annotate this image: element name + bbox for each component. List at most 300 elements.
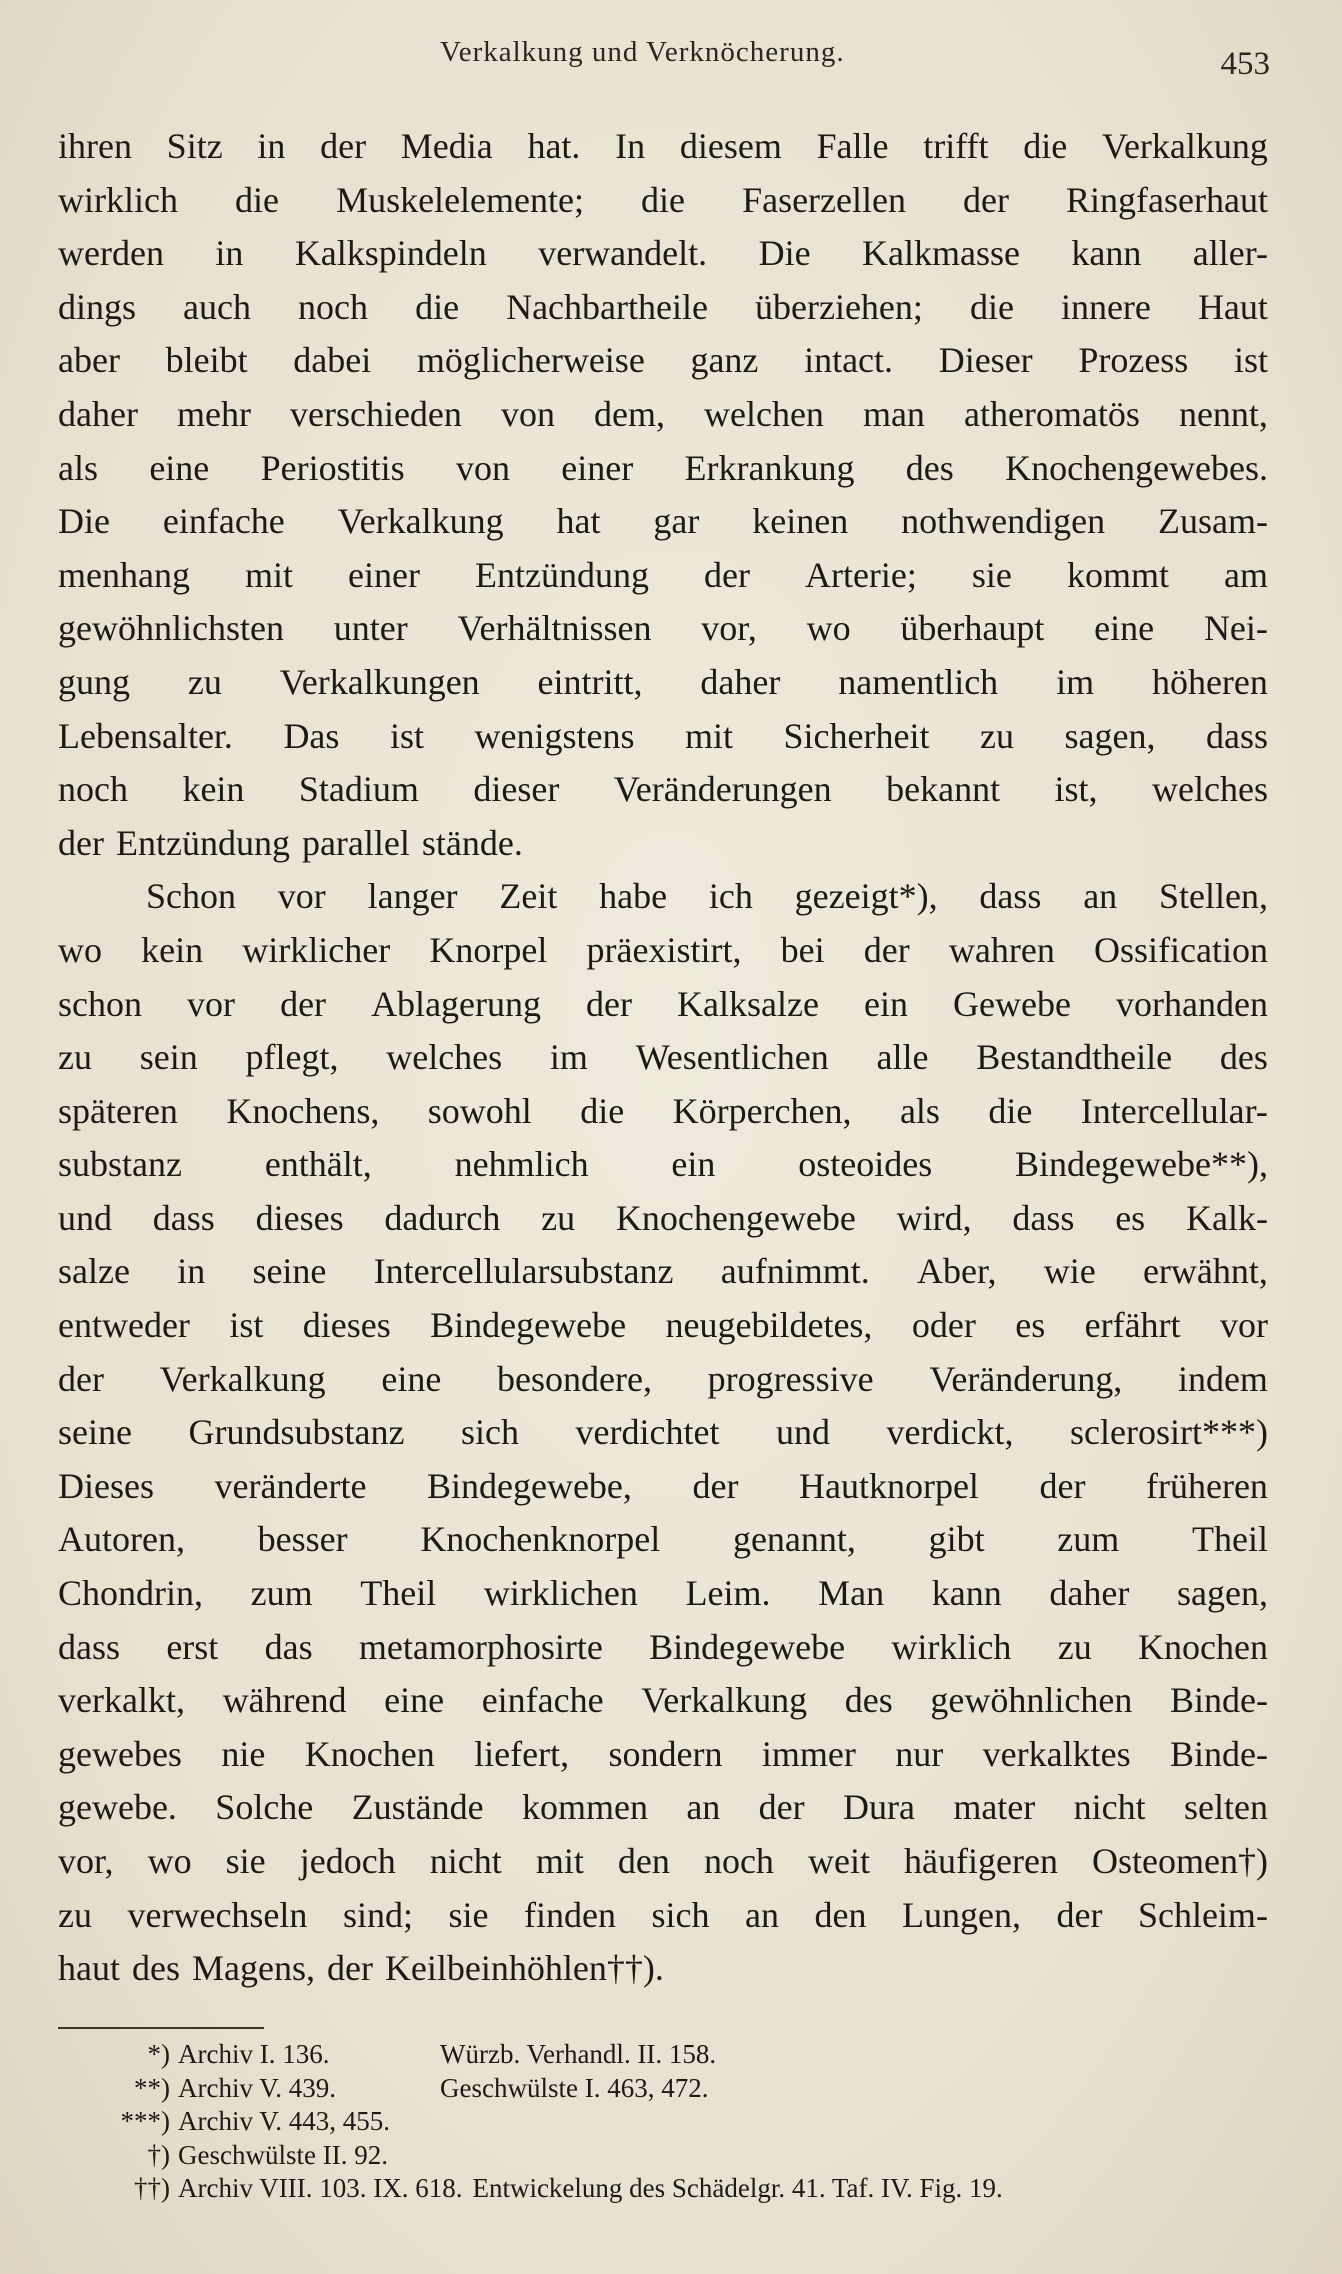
text-line xyxy=(58,1835,1268,1889)
text-line xyxy=(58,1942,1268,1996)
word: Prozess xyxy=(1078,340,1189,381)
word: der xyxy=(863,929,910,970)
word: wie xyxy=(1043,1251,1096,1292)
text-line xyxy=(58,1460,1268,1514)
word: im xyxy=(1056,661,1095,702)
word: Knorpel xyxy=(429,929,548,970)
word: dass xyxy=(58,1626,120,1667)
word: Knochen xyxy=(304,1733,435,1774)
word: Kalksalze xyxy=(677,983,819,1024)
word: Kalkmasse xyxy=(861,233,1020,274)
word: neugebildetes, xyxy=(665,1305,873,1346)
word: die xyxy=(415,286,460,327)
word: verwandelt. xyxy=(538,233,708,274)
word: Muskelelemente; xyxy=(336,179,584,220)
word: die xyxy=(641,179,686,220)
text-line xyxy=(58,227,1268,281)
body-text xyxy=(58,120,1268,1996)
word: Knochens, xyxy=(226,1090,380,1131)
word: daher xyxy=(700,661,781,702)
word: einer xyxy=(561,447,634,488)
word: sie xyxy=(448,1894,489,1935)
word: sagen, xyxy=(1176,1573,1268,1614)
footnote-mark: *) xyxy=(147,2039,170,2069)
word: das xyxy=(264,1626,313,1667)
word: nicht xyxy=(429,1841,502,1881)
word: vor xyxy=(1219,1305,1268,1346)
word: wirklich xyxy=(891,1626,1012,1667)
word: späteren xyxy=(58,1090,178,1131)
footnote xyxy=(58,2105,1268,2139)
word: es xyxy=(1115,1197,1146,1238)
footnote-text: Geschwülste I. 463, 472. xyxy=(440,2072,709,2103)
word: unter xyxy=(333,608,408,649)
word: Theil xyxy=(360,1573,437,1614)
word: sie xyxy=(225,1841,266,1881)
word: Grundsubstanz xyxy=(188,1412,405,1453)
word: den xyxy=(617,1841,670,1881)
word: namentlich xyxy=(838,661,999,702)
word: ist xyxy=(389,715,424,756)
footnote-text: Würzb. Verhandl. II. 158. xyxy=(440,2039,717,2069)
word: enthält, xyxy=(264,1144,372,1185)
word: wirklicher xyxy=(242,929,391,970)
word: Nachbartheile xyxy=(506,286,708,327)
text-line xyxy=(58,549,1268,603)
word: gewebes xyxy=(58,1733,182,1774)
word: am xyxy=(1223,554,1268,595)
word: verkalktes xyxy=(982,1733,1131,1774)
word: Hautknorpel xyxy=(798,1465,979,1506)
word: werden xyxy=(58,233,164,274)
word: dass xyxy=(1012,1197,1075,1238)
word: verdichtet xyxy=(575,1412,720,1453)
word: Man xyxy=(818,1573,885,1614)
word: Bestandtheile xyxy=(976,1037,1173,1078)
word: mit xyxy=(684,715,733,756)
word: daher xyxy=(58,393,138,434)
word: an xyxy=(686,1787,721,1828)
word: Theil xyxy=(1191,1519,1268,1560)
word: Solche xyxy=(215,1787,314,1828)
word: der xyxy=(963,179,1009,220)
word: zum xyxy=(1057,1519,1120,1560)
word: einfache xyxy=(481,1680,604,1721)
text-line xyxy=(58,1138,1268,1192)
word: eine xyxy=(381,1358,442,1399)
text-line xyxy=(58,1299,1268,1353)
word: präexistirt, xyxy=(586,929,742,970)
word: entweder xyxy=(58,1305,190,1346)
word: Stellen, xyxy=(1158,876,1268,917)
word: eine xyxy=(384,1680,445,1721)
word: finden xyxy=(523,1894,616,1935)
word: eintritt, xyxy=(537,661,643,702)
word: noch xyxy=(298,286,369,327)
word: an xyxy=(744,1894,779,1935)
word: in xyxy=(215,233,244,274)
word: Bindegewebe xyxy=(430,1305,627,1346)
word: liefert, xyxy=(474,1733,570,1774)
word: osteoides xyxy=(798,1144,933,1185)
text-line xyxy=(58,1406,1268,1460)
word: die xyxy=(580,1090,625,1131)
word: kann xyxy=(1071,233,1142,274)
word: selten xyxy=(1183,1787,1268,1828)
word: überhaupt xyxy=(900,608,1045,649)
text-line xyxy=(58,1781,1268,1835)
word: Binde- xyxy=(1170,1733,1268,1774)
footnote-mark: ***) xyxy=(120,2106,170,2136)
word: überziehen; xyxy=(755,286,923,327)
word: Chondrin, xyxy=(58,1573,204,1614)
text-line xyxy=(58,924,1268,978)
word: Media xyxy=(400,126,493,166)
word: als xyxy=(58,447,98,488)
footnote-text xyxy=(440,2139,1268,2173)
word: dass xyxy=(979,876,1042,917)
word: ist xyxy=(229,1305,264,1346)
word: im xyxy=(549,1037,588,1078)
word: wirklichen xyxy=(483,1573,638,1614)
word: ein xyxy=(864,983,908,1024)
word: dabei xyxy=(293,340,372,381)
word: Veränderungen xyxy=(613,769,832,810)
word: salze xyxy=(58,1251,130,1292)
text-line xyxy=(58,817,1268,871)
word: gung xyxy=(58,661,130,702)
word: langer xyxy=(367,876,458,917)
word: der xyxy=(326,1948,373,1989)
word: ist, xyxy=(1054,769,1098,810)
word: bei xyxy=(780,929,825,970)
word: pflegt, xyxy=(245,1037,339,1078)
word: Schleim- xyxy=(1137,1894,1268,1935)
word: zu xyxy=(58,1894,92,1935)
word: Knochengewebes. xyxy=(1005,447,1268,488)
word: Das xyxy=(283,715,340,756)
word: erwähnt, xyxy=(1142,1251,1268,1292)
word: immer xyxy=(761,1733,856,1774)
word: metamorphosirte xyxy=(358,1626,603,1667)
footnote-reference: Archiv V. 439. xyxy=(178,2072,337,2103)
word: seine xyxy=(58,1412,132,1453)
word: Dieser xyxy=(938,340,1033,381)
word: Lebensalter. xyxy=(58,715,233,756)
word: vor xyxy=(277,876,326,917)
text-line xyxy=(58,1245,1268,1299)
word: Arterie; xyxy=(804,554,917,595)
footnote xyxy=(58,2172,1268,2206)
word: menhang xyxy=(58,554,190,595)
word: Knochen xyxy=(1138,1626,1268,1667)
word: nie xyxy=(221,1733,266,1774)
word: mit xyxy=(244,554,293,595)
text-line xyxy=(58,1513,1268,1567)
word: man xyxy=(862,393,925,434)
word: die xyxy=(988,1090,1033,1131)
footnote-reference: Archiv V. 443, 455. xyxy=(178,2106,391,2136)
word: veränderte xyxy=(214,1465,367,1506)
word: Bindegewebe xyxy=(649,1626,846,1667)
word: substanz xyxy=(58,1144,182,1185)
word: sind; xyxy=(342,1894,413,1935)
word: verdickt, xyxy=(886,1412,1014,1453)
word: innere xyxy=(1060,286,1151,327)
word: Intercellular- xyxy=(1080,1090,1268,1131)
word: besondere, xyxy=(497,1358,652,1399)
word: die xyxy=(235,179,280,220)
word: Intercellularsubstanz xyxy=(373,1251,674,1292)
word: Haut xyxy=(1197,286,1268,327)
word: alle xyxy=(876,1037,929,1078)
word: dass xyxy=(152,1197,215,1238)
word: kein xyxy=(141,929,204,970)
word: wird, xyxy=(896,1197,972,1238)
word: Falle xyxy=(816,126,889,166)
word: jedoch xyxy=(299,1841,396,1881)
word: der xyxy=(758,1787,805,1828)
word: stände. xyxy=(421,822,523,863)
word: nothwendigen xyxy=(901,501,1106,542)
word: von xyxy=(500,393,555,434)
word: dieses xyxy=(255,1197,344,1238)
word: ein xyxy=(671,1144,716,1185)
word: gibt xyxy=(928,1519,985,1560)
word: Nei- xyxy=(1203,608,1268,649)
word: Kalkspindeln xyxy=(294,233,487,274)
word: wo xyxy=(58,929,102,970)
word: sagen, xyxy=(1064,715,1156,756)
word: Knochenknorpel xyxy=(420,1519,661,1560)
word: als xyxy=(899,1090,940,1131)
footnote-reference: Archiv VIII. 103. IX. 618. xyxy=(178,2173,463,2203)
word: den xyxy=(814,1894,867,1935)
word: vor, xyxy=(58,1841,114,1881)
footnote-text: Entwickelung des Schädelgr. 41. Taf. IV. Fig. 19. xyxy=(472,2173,1003,2203)
word: Keilbeinhöhlen††). xyxy=(384,1948,664,1989)
word: noch xyxy=(703,1841,774,1881)
word: aller- xyxy=(1192,233,1268,274)
word: ich xyxy=(708,876,753,917)
word: welchen xyxy=(703,393,824,434)
footnote-mark: †) xyxy=(147,2139,170,2170)
word: kein xyxy=(182,769,245,810)
word: in xyxy=(177,1251,206,1292)
word: vor, xyxy=(701,608,757,649)
text-line xyxy=(58,120,1268,174)
word: des xyxy=(905,447,954,488)
word: wirklich xyxy=(58,179,178,220)
word: und xyxy=(776,1412,830,1453)
word: dieses xyxy=(302,1305,391,1346)
word: Autoren, xyxy=(58,1519,185,1560)
word: der xyxy=(58,822,104,863)
word: weit xyxy=(807,1841,870,1881)
text-line xyxy=(58,1728,1268,1782)
word: welches xyxy=(386,1037,503,1078)
footnote-reference: Archiv I. 136. xyxy=(178,2039,330,2069)
word: Verkalkung xyxy=(1101,126,1268,166)
word: der xyxy=(703,554,750,595)
text-line xyxy=(58,1192,1268,1246)
text-line xyxy=(58,602,1268,656)
word: einer xyxy=(348,554,420,595)
word: erst xyxy=(166,1626,219,1667)
word: sie xyxy=(971,554,1012,595)
text-line xyxy=(58,388,1268,442)
word: höheren xyxy=(1151,661,1268,702)
word: mater xyxy=(953,1787,1036,1828)
word: Die xyxy=(58,501,110,542)
word: Lungen, xyxy=(901,1894,1021,1935)
word: Binde- xyxy=(1169,1680,1268,1721)
word: noch xyxy=(58,769,128,810)
word: der xyxy=(1056,1894,1103,1935)
word: bekannt xyxy=(886,769,1001,810)
word: und xyxy=(58,1197,112,1238)
word: diesem xyxy=(679,126,782,166)
word: Erkrankung xyxy=(684,447,855,488)
word: der xyxy=(320,126,367,166)
word: Körperchen, xyxy=(672,1090,852,1131)
word: nicht xyxy=(1073,1787,1146,1828)
word: Verhältnissen xyxy=(457,608,652,649)
word: vorhanden xyxy=(1116,983,1268,1024)
word: Magens, xyxy=(191,1948,315,1989)
word: zum xyxy=(250,1573,313,1614)
text-line xyxy=(58,870,1268,924)
word: indem xyxy=(1177,1358,1268,1399)
word: in xyxy=(257,126,286,166)
word: Verkalkung xyxy=(159,1358,326,1399)
word: vor xyxy=(187,983,236,1024)
word: gar xyxy=(653,501,700,542)
text-line xyxy=(58,442,1268,496)
word: gewöhnlichen xyxy=(930,1680,1133,1721)
word: zu xyxy=(979,715,1014,756)
word: trifft xyxy=(923,126,989,166)
word: Ringfaserhaut xyxy=(1066,179,1268,220)
word: genannt, xyxy=(732,1519,856,1560)
footnote-mark: ††) xyxy=(134,2173,170,2203)
word: einfache xyxy=(162,501,285,542)
word: Bindegewebe, xyxy=(426,1465,632,1506)
word: ist xyxy=(1233,340,1268,381)
word: es xyxy=(1015,1305,1046,1346)
word: Verkalkung xyxy=(641,1680,808,1721)
word: haut xyxy=(58,1948,120,1989)
word: Leim. xyxy=(685,1573,771,1614)
word: Dieses xyxy=(58,1465,154,1506)
word: erfährt xyxy=(1084,1305,1181,1346)
word: mit xyxy=(535,1841,584,1881)
word: oder xyxy=(911,1305,976,1346)
word: Verkalkungen xyxy=(279,661,480,702)
word: des xyxy=(131,1948,180,1989)
word: der xyxy=(58,1358,104,1399)
word: welches xyxy=(1152,769,1268,810)
footnote-divider xyxy=(58,2027,264,2029)
word: wenigstens xyxy=(474,715,635,756)
word: wo xyxy=(147,1841,192,1881)
word: Verkalkung xyxy=(337,501,504,542)
word: gezeigt*), xyxy=(794,876,938,917)
word: Ablagerung xyxy=(371,983,542,1024)
word: auch xyxy=(183,286,252,327)
text-line xyxy=(58,495,1268,549)
word: Bindegewebe**), xyxy=(1015,1144,1268,1185)
word: zu xyxy=(187,661,222,702)
word: Faserzellen xyxy=(742,179,906,220)
word: des xyxy=(1219,1037,1268,1078)
word: Schon xyxy=(146,876,236,917)
word: gewebe. xyxy=(58,1787,177,1828)
word: der xyxy=(1039,1465,1086,1506)
word: verkalkt, xyxy=(58,1680,185,1721)
word: kommen xyxy=(521,1787,648,1828)
word: Veränderung, xyxy=(929,1358,1123,1399)
text-line xyxy=(58,1621,1268,1675)
word: Zeit xyxy=(499,876,558,917)
footnote-reference: Geschwülste II. 92. xyxy=(178,2139,388,2170)
word: des xyxy=(844,1680,893,1721)
word: dings xyxy=(58,286,137,327)
text-line xyxy=(58,710,1268,764)
word: früheren xyxy=(1146,1465,1268,1506)
word: atheromatös xyxy=(963,393,1140,434)
text-line xyxy=(58,978,1268,1032)
word: kann xyxy=(931,1573,1002,1614)
footnote xyxy=(58,2139,1268,2173)
word: wahren xyxy=(948,929,1055,970)
footnote-mark: **) xyxy=(134,2072,170,2103)
word: der xyxy=(586,983,633,1024)
word: Zustände xyxy=(351,1787,484,1828)
word: sondern xyxy=(608,1733,723,1774)
word: an xyxy=(1083,876,1118,917)
word: sich xyxy=(461,1412,519,1453)
word: Sicherheit xyxy=(783,715,930,756)
word: nehmlich xyxy=(454,1144,589,1185)
word: verwechseln xyxy=(127,1894,308,1935)
word: der xyxy=(280,983,327,1024)
word: Periostitis xyxy=(260,447,405,488)
word: progressive xyxy=(707,1358,874,1399)
word: dadurch xyxy=(384,1197,501,1238)
word: dass xyxy=(1205,715,1268,756)
word: Knochengewebe xyxy=(615,1197,856,1238)
word: sein xyxy=(139,1037,198,1078)
word: besser xyxy=(257,1519,348,1560)
text-line xyxy=(58,174,1268,228)
word: Sitz xyxy=(166,126,223,166)
word: hat. xyxy=(527,126,581,166)
text-line xyxy=(58,1674,1268,1728)
word: sclerosirt***) xyxy=(1070,1412,1268,1453)
word: Gewebe xyxy=(953,983,1071,1024)
word: verschieden xyxy=(289,393,462,434)
footnote xyxy=(58,2072,1268,2106)
word: der xyxy=(692,1465,739,1506)
word: schon xyxy=(58,983,142,1024)
page-number: 453 xyxy=(1220,46,1270,82)
word: Aber, xyxy=(916,1251,997,1292)
text-line xyxy=(58,763,1268,817)
text-line xyxy=(58,1889,1268,1943)
word: dem, xyxy=(593,393,665,434)
word: Entzündung xyxy=(474,554,649,595)
